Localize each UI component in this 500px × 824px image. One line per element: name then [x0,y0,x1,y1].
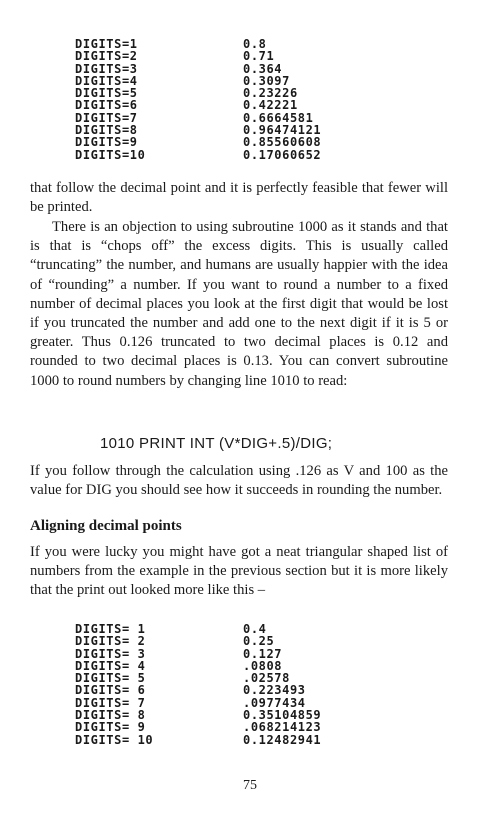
listing-label: DIGITS=6 [75,98,138,113]
listing-row [75,149,375,161]
program-output-listing-top [75,38,375,161]
listing-label: DIGITS= 9 [75,720,146,735]
listing-label: DIGITS= 6 [75,683,146,698]
listing-value: 0.96474121 [243,123,322,138]
listing-row [75,99,375,111]
listing-label: DIGITS=5 [75,86,138,101]
paragraph-aligning [30,543,448,601]
listing-value: 0.8 [243,37,267,51]
listing-label: DIGITS= 3 [75,646,146,661]
listing-row [75,50,375,62]
listing-value: .0808 [243,658,283,673]
listing-value: .068214123 [243,720,322,735]
listing-value: 0.25 [243,634,275,649]
listing-row [75,635,395,647]
listing-label: DIGITS= 8 [75,708,146,723]
listing-label: DIGITS= 4 [75,658,146,673]
listing-value: 0.127 [243,646,283,661]
listing-label: DIGITS= 10 [75,732,154,747]
listing-label: DIGITS= 1 [75,622,146,636]
listing-label: DIGITS= 2 [75,634,146,649]
paragraph-text: If you were lucky you might have got a neat triangular shaped list of numbers from the example in the previous section but it is more likely that the print out looked more like this – [30,544,448,599]
listing-label: DIGITS=4 [75,73,138,88]
listing-value: 0.42221 [243,98,298,113]
paragraph-text: that follow the decimal point and it is perfectly feasible that fewer will be printed. [30,180,448,216]
listing-row [75,721,395,733]
program-output-listing-bottom [75,623,395,746]
paragraph-rounding [30,462,448,500]
listing-value: 0.12482941 [243,732,322,747]
listing-row [75,136,375,148]
listing-row [75,734,395,746]
listing-label: DIGITS=10 [75,147,146,162]
listing-value: 0.364 [243,61,283,76]
listing-label: DIGITS= 5 [75,671,146,686]
paragraph-continuation [30,179,448,217]
listing-label: DIGITS=2 [75,49,138,64]
listing-value: 0.23226 [243,86,298,101]
listing-label: DIGITS= 7 [75,695,146,710]
listing-value: 0.4 [243,622,267,636]
listing-value: 0.71 [243,49,275,64]
paragraph-text: There is an objection to using subroutine 1000 as it stands and that is that is “chops off” the excess digits. This is usually called “truncating” the number, and humans are usually happier with the idea of “rounding” a number. If you want to round a number to a fixed number of decimal places you look at the first digit that would be lost if you truncated the number and add one to the next digit if it is 5 or greater. Thus 0.126 truncated to two decimal places is 0.12 and rounded to two decimal places is 0.13. You can convert subroutine 1000 to round numbers by changing line 1010 to read: [30,219,448,389]
listing-label: DIGITS=9 [75,135,138,150]
page-number: 75 [243,778,257,793]
listing-value: 0.223493 [243,683,306,698]
listing-value: 0.6664581 [243,110,314,125]
listing-value: 0.35104859 [243,708,322,723]
listing-label: DIGITS=3 [75,61,138,76]
listing-value: .02578 [243,671,290,686]
paragraph-truncating [30,218,448,391]
code-line: 1010 PRINT INT (V*DIG+.5)/DIG; [100,435,333,452]
paragraph-text: If you follow through the calculation using .126 as V and 100 as the value for DIG you should see how it succeeds in rounding the number. [30,463,448,499]
section-heading: Aligning decimal points [30,518,182,534]
listing-label: DIGITS=8 [75,123,138,138]
listing-row [75,684,395,696]
listing-value: 0.3097 [243,73,290,88]
listing-label: DIGITS=7 [75,110,138,125]
listing-value: .0977434 [243,695,306,710]
listing-label: DIGITS=1 [75,37,138,51]
listing-value: 0.17060652 [243,147,322,162]
listing-value: 0.85560608 [243,135,322,150]
